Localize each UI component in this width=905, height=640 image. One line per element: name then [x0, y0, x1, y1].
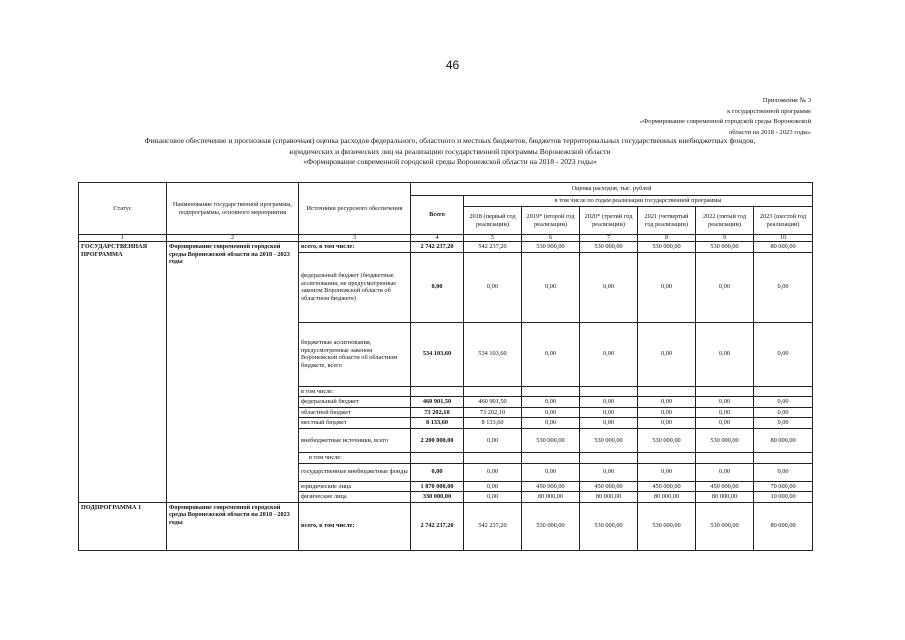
source-cell: федеральный бюджет (бюджетные ассигнования, не предусмотренные законом Воронежской области об областном бюджете) — [299, 252, 411, 322]
year-cell: 0,00 — [638, 322, 696, 386]
year-cell: 0,00 — [580, 463, 638, 481]
col-number: 7 — [580, 235, 638, 242]
year-cell: 80 000,00 — [638, 492, 696, 503]
year-cell: 0,00 — [522, 322, 580, 386]
header-by-years: в том числе по годам реализации государственной программы — [464, 196, 813, 207]
source-cell: государственные внебюджетные фонды — [299, 463, 411, 481]
subprogram-name: Формирование современной городской среды Воронежской области на 2018 - 2023 годы — [167, 502, 299, 550]
total-cell: 0,00 — [411, 463, 464, 481]
source-cell: физические лица — [299, 492, 411, 503]
year-cell: 0,00 — [696, 418, 754, 429]
year-cell: 0,00 — [638, 463, 696, 481]
source-cell: бюджетные ассигнования, предусмотренные законом Воронежской области об областном бюджете, всего — [299, 322, 411, 386]
year-cell: 80 000,00 — [754, 428, 813, 452]
header-year: 2021 (четвертый год реализации) — [638, 207, 696, 235]
year-cell: 0,00 — [638, 407, 696, 418]
year-cell: 542 237,20 — [464, 242, 522, 253]
col-number: 8 — [638, 235, 696, 242]
year-cell: 0,00 — [580, 407, 638, 418]
source-cell: юридические лица — [299, 481, 411, 492]
year-cell: 0,00 — [754, 397, 813, 408]
page-number: 46 — [445, 58, 460, 72]
year-cell: 0,00 — [696, 322, 754, 386]
year-cell — [638, 386, 696, 397]
year-cell — [754, 386, 813, 397]
year-cell: 530 000,00 — [638, 502, 696, 550]
subprogram-status: ПОДПРОГРАММА 1 — [79, 502, 167, 550]
year-cell — [522, 386, 580, 397]
year-cell: 0,00 — [580, 418, 638, 429]
year-cell: 530 000,00 — [580, 502, 638, 550]
source-cell: в том числе: — [299, 452, 411, 463]
col-number: 4 — [411, 235, 464, 242]
year-cell: 0,00 — [522, 407, 580, 418]
finance-table — [78, 182, 813, 551]
year-cell: 530 000,00 — [696, 502, 754, 550]
source-cell: внебюджетные источники, всего — [299, 428, 411, 452]
year-cell: 0,00 — [754, 463, 813, 481]
subprogram-row — [79, 502, 813, 550]
source-cell: федеральный бюджет — [299, 397, 411, 408]
year-cell: 0,00 — [464, 428, 522, 452]
year-cell: 0,00 — [464, 252, 522, 322]
year-cell: 450 000,00 — [580, 481, 638, 492]
table-row — [79, 242, 813, 253]
year-cell: 70 000,00 — [754, 481, 813, 492]
year-cell: 0,00 — [522, 418, 580, 429]
total-cell: 1 870 000,00 — [411, 481, 464, 492]
col-number: 5 — [464, 235, 522, 242]
year-cell: 0,00 — [522, 252, 580, 322]
year-cell: 0,00 — [638, 397, 696, 408]
year-cell: 80 000,00 — [696, 492, 754, 503]
year-cell: 0,00 — [696, 397, 754, 408]
total-cell: 73 202,10 — [411, 407, 464, 418]
total-cell: 8 133,60 — [411, 418, 464, 429]
header-year: 2023 (шестой год реализации) — [754, 207, 813, 235]
year-cell: 0,00 — [522, 463, 580, 481]
total-cell: 330 000,00 — [411, 492, 464, 503]
year-cell: 534 103,60 — [464, 322, 522, 386]
col-number: 3 — [299, 235, 411, 242]
title-line: юридических и физических лиц на реализацию государственной программы Воронежской области — [289, 146, 611, 156]
header-estimate: Оценка расходов, тыс. рублей — [411, 183, 813, 196]
total-cell: 2 742 237,20 — [411, 502, 464, 550]
total-cell: 460 901,50 — [411, 397, 464, 408]
document-title — [70, 136, 830, 168]
year-cell: 530 000,00 — [522, 428, 580, 452]
col-number: 2 — [167, 235, 299, 242]
title-line: Финансовое обеспечение и прогнозная (справочная) оценка расходов федерального, областного и местных бюджетов, бюджетов территориальных государственных внебюджетных фондов, — [144, 136, 756, 145]
year-cell: 530 000,00 — [638, 428, 696, 452]
year-cell — [580, 452, 638, 463]
total-cell: 2 200 000,00 — [411, 428, 464, 452]
year-cell: 450 000,00 — [638, 481, 696, 492]
year-cell: 0,00 — [580, 252, 638, 322]
year-cell — [580, 386, 638, 397]
year-cell: 0,00 — [754, 407, 813, 418]
year-cell: 0,00 — [464, 481, 522, 492]
year-cell: 80 000,00 — [522, 492, 580, 503]
year-cell: 73 202,10 — [464, 407, 522, 418]
header-total: Всего — [411, 196, 464, 235]
year-cell: 10 000,00 — [754, 492, 813, 503]
year-cell: 530 000,00 — [696, 242, 754, 253]
year-cell — [754, 452, 813, 463]
header-year: 2020* (третий год реализации) — [580, 207, 638, 235]
program-name: Формирование современной городской среды Воронежской области на 2018 - 2023 годы — [167, 242, 299, 503]
total-cell: 2 742 237,20 — [411, 242, 464, 253]
col-number: 6 — [522, 235, 580, 242]
year-cell: 80 000,00 — [754, 242, 813, 253]
year-cell: 542 237,20 — [464, 502, 522, 550]
year-cell: 0,00 — [754, 252, 813, 322]
appendix-note — [551, 96, 811, 138]
year-cell: 0,00 — [580, 397, 638, 408]
year-cell: 530 000,00 — [580, 428, 638, 452]
year-cell: 8 133,60 — [464, 418, 522, 429]
header-year: 2018 (первый год реализации) — [464, 207, 522, 235]
appendix-line: к государственной программе — [727, 107, 811, 115]
year-cell: 0,00 — [464, 463, 522, 481]
header-name: Наименование государственной программы, подпрограммы, основного мероприятия — [167, 183, 299, 235]
appendix-line: «Формирование современной городской среды Воронежской — [639, 118, 811, 125]
total-cell — [411, 386, 464, 397]
year-cell: 0,00 — [580, 322, 638, 386]
year-cell: 0,00 — [696, 407, 754, 418]
year-cell: 0,00 — [754, 322, 813, 386]
year-cell: 0,00 — [464, 492, 522, 503]
source-cell: всего, в том числе: — [299, 502, 411, 550]
header-year: 2022 (пятый год реализации) — [696, 207, 754, 235]
year-cell: 530 000,00 — [522, 242, 580, 253]
year-cell — [696, 386, 754, 397]
year-cell: 460 901,50 — [464, 397, 522, 408]
total-cell — [411, 452, 464, 463]
source-cell: местный бюджет — [299, 418, 411, 429]
source-cell: областной бюджет — [299, 407, 411, 418]
year-cell: 0,00 — [638, 418, 696, 429]
year-cell: 450 000,00 — [696, 481, 754, 492]
year-cell: 530 000,00 — [580, 242, 638, 253]
year-cell: 530 000,00 — [638, 242, 696, 253]
appendix-line: области на 2018 - 2023 годы» — [728, 128, 811, 136]
year-cell: 530 000,00 — [696, 428, 754, 452]
source-cell: в том числе: — [299, 386, 411, 397]
col-number: 1 — [79, 235, 167, 242]
year-cell: 530 000,00 — [522, 502, 580, 550]
header-source: Источники ресурсного обеспечения — [299, 183, 411, 235]
year-cell: 0,00 — [696, 252, 754, 322]
year-cell: 0,00 — [638, 252, 696, 322]
year-cell: 80 000,00 — [754, 502, 813, 550]
year-cell: 450 000,00 — [522, 481, 580, 492]
total-cell: 0,00 — [411, 252, 464, 322]
year-cell: 0,00 — [522, 397, 580, 408]
year-cell — [696, 452, 754, 463]
header-year: 2019* (второй год реализации) — [522, 207, 580, 235]
year-cell: 0,00 — [696, 463, 754, 481]
year-cell — [464, 386, 522, 397]
col-number: 9 — [696, 235, 754, 242]
header-status: Статус — [79, 183, 167, 235]
program-status: ГОСУДАРСТВЕННАЯ ПРОГРАММА — [79, 242, 167, 503]
total-cell: 534 103,60 — [411, 322, 464, 386]
year-cell: 0,00 — [754, 418, 813, 429]
source-cell: всего, в том числе: — [299, 242, 411, 253]
year-cell — [638, 452, 696, 463]
title-line: «Формирование современной городской среды Воронежской области на 2018 - 2023 годы» — [303, 157, 597, 166]
year-cell — [522, 452, 580, 463]
appendix-line: Приложение № 3 — [762, 97, 811, 104]
year-cell — [464, 452, 522, 463]
year-cell: 80 000,00 — [580, 492, 638, 503]
col-number: 10 — [754, 235, 813, 242]
